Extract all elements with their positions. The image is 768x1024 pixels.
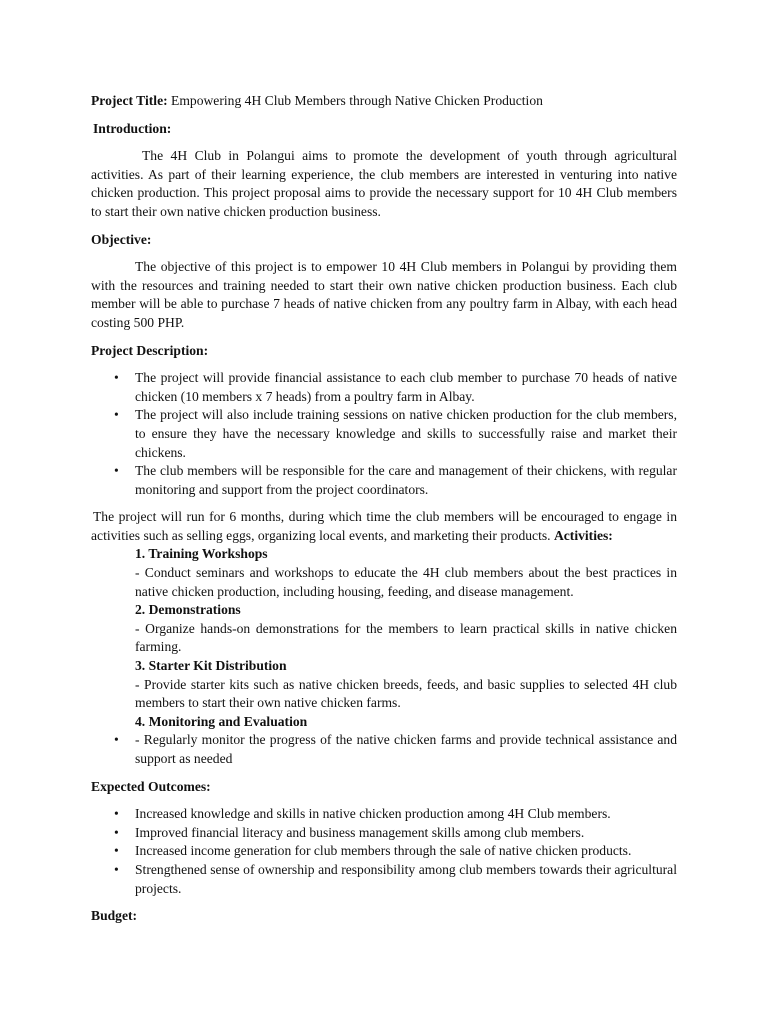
list-item: • The project will provide financial assistance to each club member to purchase 70 heads of native chicken (10 members x 7 heads) from a poultry farm in Albay.: [91, 369, 677, 406]
project-title: [91, 92, 677, 111]
activity-text: - Organize hands-on demonstrations for the members to learn practical skills in native chicken farming.: [135, 620, 677, 655]
document-body: [91, 92, 677, 926]
activity-title: 1. Training Workshops: [135, 546, 268, 562]
activity-text: - Conduct seminars and workshops to educate the 4H club members about the best practices in native chicken production, including housing, feeding, and disease management.: [135, 565, 677, 599]
project-description-list: [91, 369, 677, 499]
project-description-heading: Project Description:: [91, 342, 209, 358]
expected-outcomes-list: [91, 805, 677, 898]
list-item: • The project will also include training sessions on native chicken production for the club members, to ensure they have the necessary knowledge and skills to successfully raise and market their chickens.: [91, 406, 677, 462]
list-item: • Increased knowledge and skills in native chicken production among 4H Club members.: [91, 805, 677, 824]
introduction-heading: Introduction:: [93, 120, 172, 136]
project-closing-text: The project will run for 6 months, during which time the club members will be encouraged to engage in activities such as selling eggs, organizing local events, and marketing their products.: [91, 509, 677, 543]
budget-heading: Budget:: [91, 908, 138, 924]
project-closing-paragraph: [91, 508, 677, 545]
activity-title: 2. Demonstrations: [135, 602, 241, 618]
activity-title: 3. Starter Kit Distribution: [135, 658, 287, 674]
objective-heading: Objective:: [91, 231, 152, 247]
list-item: • The club members will be responsible for the care and management of their chickens, with regular monitoring and support from the project coordinators.: [91, 462, 677, 499]
list-item: • Improved financial literacy and business management skills among club members.: [91, 824, 677, 843]
list-item: • Increased income generation for club members through the sale of native chicken products.: [91, 842, 677, 861]
list-item: • - Regularly monitor the progress of the native chicken farms and provide technical assistance and support as needed: [91, 731, 677, 768]
activities-heading: Activities:: [553, 527, 613, 543]
introduction-text: The 4H Club in Polangui aims to promote the development of youth through agricultural activities. As part of their learning experience, the club members are interested in venturing into native chicken production. This project proposal aims to provide the necessary support for 10 4H Club members to start their own native chicken production business.: [91, 148, 677, 219]
expected-outcomes-heading: Expected Outcomes:: [91, 778, 211, 794]
activity-text: - Provide starter kits such as native chicken breeds, feeds, and basic supplies to selected 4H club members to start their own native chicken farms.: [135, 676, 677, 711]
activity-title: 4. Monitoring and Evaluation: [135, 713, 308, 729]
list-item: • Strengthened sense of ownership and responsibility among club members towards their agricultural projects.: [91, 861, 677, 898]
project-title-label: Project Title:: [91, 93, 168, 108]
activity-bullet-list: [91, 731, 677, 768]
objective-text: The objective of this project is to empower 10 4H Club members in Polangui by providing them with the resources and training needed to start their own native chicken production business. Each club member will be able to purchase 7 heads of native chicken from any poultry farm in Albay, with each head costing 500 PHP.: [91, 259, 677, 330]
activities-list: [91, 545, 677, 768]
project-title-value: Empowering 4H Club Members through Native Chicken Production: [167, 93, 543, 108]
